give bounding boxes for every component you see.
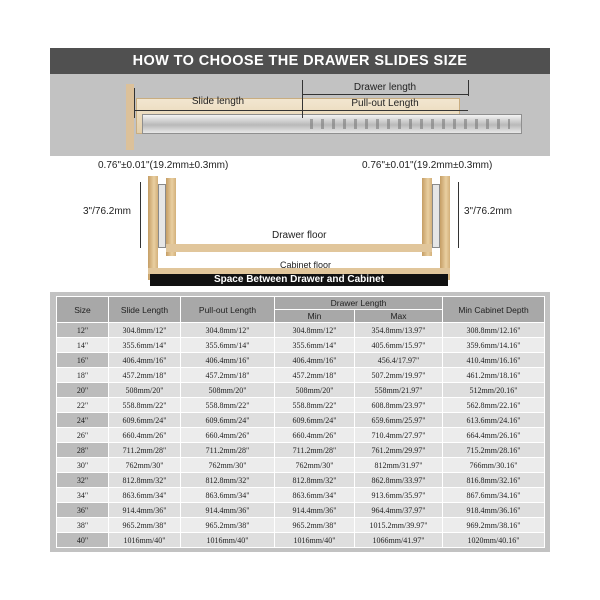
cell-slide-length: 609.6mm/24": [109, 413, 181, 428]
table-row: [57, 323, 545, 338]
cell-drawer-max: 405.6mm/15.97": [355, 338, 443, 353]
cell-slide-length: 762mm/30": [109, 458, 181, 473]
left-slide-image: [158, 184, 166, 248]
header-max: Max: [355, 310, 443, 323]
slide-length-line: [134, 110, 302, 111]
slide-illustration: [50, 74, 550, 156]
tolerance-right-label: 0.76"±0.01"(19.2mm±0.3mm): [362, 160, 493, 171]
cell-slide-length: 355.6mm/14": [109, 338, 181, 353]
header-slide-length: Slide Length: [109, 297, 181, 323]
pull-out-length-label: Pull-out Length: [351, 98, 419, 109]
cabinet-panel-image: [126, 84, 134, 150]
header-size: Size: [57, 297, 109, 323]
cell-pull-out-length: 762mm/30": [181, 458, 275, 473]
cell-pull-out-length: 457.2mm/18": [181, 368, 275, 383]
cell-drawer-min: 812.8mm/32": [275, 473, 355, 488]
cell-drawer-min: 660.4mm/26": [275, 428, 355, 443]
cell-size: 38": [57, 518, 109, 533]
table-row: [57, 518, 545, 533]
cell-min-cabinet-depth: 867.6mm/34.16": [443, 488, 545, 503]
cell-size: 34": [57, 488, 109, 503]
drawer-length-line: [302, 94, 468, 95]
tolerance-left-label: 0.76"±0.01"(19.2mm±0.3mm): [98, 160, 229, 171]
cell-slide-length: 660.4mm/26": [109, 428, 181, 443]
cell-pull-out-length: 660.4mm/26": [181, 428, 275, 443]
cell-drawer-max: 507.2mm/19.97": [355, 368, 443, 383]
table-row: [57, 443, 545, 458]
cell-slide-length: 711.2mm/28": [109, 443, 181, 458]
cell-min-cabinet-depth: 918.4mm/36.16": [443, 503, 545, 518]
cell-drawer-max: 608.8mm/23.97": [355, 398, 443, 413]
cell-slide-length: 965.2mm/38": [109, 518, 181, 533]
slide-length-label: Slide length: [191, 96, 245, 107]
cell-min-cabinet-depth: 562.8mm/22.16": [443, 398, 545, 413]
drawer-floor-panel: [166, 244, 432, 252]
right-cabinet-wall: [440, 176, 450, 280]
table-row: [57, 338, 545, 353]
cell-pull-out-length: 609.6mm/24": [181, 413, 275, 428]
table-row: [57, 488, 545, 503]
cell-size: 22": [57, 398, 109, 413]
pull-out-length-line: [302, 110, 468, 111]
cell-drawer-min: 965.2mm/38": [275, 518, 355, 533]
cell-pull-out-length: 355.6mm/14": [181, 338, 275, 353]
cell-slide-length: 812.8mm/32": [109, 473, 181, 488]
rail-holes-image: [310, 119, 510, 129]
cell-slide-length: 457.2mm/18": [109, 368, 181, 383]
cell-size: 18": [57, 368, 109, 383]
cell-min-cabinet-depth: 715.2mm/28.16": [443, 443, 545, 458]
cell-size: 32": [57, 473, 109, 488]
cell-min-cabinet-depth: 512mm/20.16": [443, 383, 545, 398]
table-row: [57, 533, 545, 548]
table-row: [57, 413, 545, 428]
cell-drawer-min: 914.4mm/36": [275, 503, 355, 518]
cell-size: 12": [57, 323, 109, 338]
cell-slide-length: 1016mm/40": [109, 533, 181, 548]
cell-drawer-min: 457.2mm/18": [275, 368, 355, 383]
cell-drawer-min: 609.6mm/24": [275, 413, 355, 428]
cell-drawer-min: 406.4mm/16": [275, 353, 355, 368]
table-row: [57, 503, 545, 518]
cell-size: 30": [57, 458, 109, 473]
cell-drawer-max: 862.8mm/33.97": [355, 473, 443, 488]
cell-slide-length: 508mm/20": [109, 383, 181, 398]
cell-min-cabinet-depth: 816.8mm/32.16": [443, 473, 545, 488]
cell-size: 16": [57, 353, 109, 368]
cell-drawer-min: 304.8mm/12": [275, 323, 355, 338]
drawer-length-label: Drawer length: [353, 82, 417, 93]
cell-slide-length: 558.8mm/22": [109, 398, 181, 413]
cell-min-cabinet-depth: 969.2mm/38.16": [443, 518, 545, 533]
cell-slide-length: 863.6mm/34": [109, 488, 181, 503]
cabinet-floor-label: Cabinet floor: [280, 260, 332, 270]
height-left-line: [140, 182, 141, 248]
cell-min-cabinet-depth: 359.6mm/14.16": [443, 338, 545, 353]
right-slide-image: [432, 184, 440, 248]
cell-drawer-min: 1016mm/40": [275, 533, 355, 548]
page-title: HOW TO CHOOSE THE DRAWER SLIDES SIZE: [50, 48, 550, 74]
table-row: [57, 353, 545, 368]
cell-pull-out-length: 812.8mm/32": [181, 473, 275, 488]
table-row: [57, 398, 545, 413]
cell-pull-out-length: 304.8mm/12": [181, 323, 275, 338]
cell-drawer-max: 964.4mm/37.97": [355, 503, 443, 518]
drawer-floor-label: Drawer floor: [272, 230, 327, 241]
cell-size: 28": [57, 443, 109, 458]
cell-drawer-max: 913.6mm/35.97": [355, 488, 443, 503]
space-between-label: Space Between Drawer and Cabinet: [150, 274, 448, 286]
cell-slide-length: 304.8mm/12": [109, 323, 181, 338]
table-row: [57, 428, 545, 443]
cell-drawer-min: 711.2mm/28": [275, 443, 355, 458]
cell-min-cabinet-depth: 308.8mm/12.16": [443, 323, 545, 338]
cell-size: 36": [57, 503, 109, 518]
cell-drawer-max: 710.4mm/27.97": [355, 428, 443, 443]
cell-size: 26": [57, 428, 109, 443]
cell-pull-out-length: 711.2mm/28": [181, 443, 275, 458]
cell-size: 20": [57, 383, 109, 398]
cell-drawer-min: 863.6mm/34": [275, 488, 355, 503]
cell-drawer-min: 762mm/30": [275, 458, 355, 473]
cell-drawer-max: 659.6mm/25.97": [355, 413, 443, 428]
header-min: Min: [275, 310, 355, 323]
table-body: [57, 323, 545, 548]
table-row: [57, 383, 545, 398]
left-cabinet-wall: [148, 176, 158, 280]
cell-drawer-max: 558mm/21.97": [355, 383, 443, 398]
drawer-length-right-tick: [468, 80, 469, 96]
cell-drawer-max: 354.8mm/13.97": [355, 323, 443, 338]
cell-slide-length: 914.4mm/36": [109, 503, 181, 518]
cell-drawer-min: 508mm/20": [275, 383, 355, 398]
cell-min-cabinet-depth: 613.6mm/24.16": [443, 413, 545, 428]
cell-drawer-min: 558.8mm/22": [275, 398, 355, 413]
cell-slide-length: 406.4mm/16": [109, 353, 181, 368]
cell-size: 24": [57, 413, 109, 428]
cell-drawer-max: 812mm/31.97": [355, 458, 443, 473]
cell-size: 40": [57, 533, 109, 548]
cell-size: 14": [57, 338, 109, 353]
header-pull-out-length: Pull-out Length: [181, 297, 275, 323]
cell-pull-out-length: 508mm/20": [181, 383, 275, 398]
cell-min-cabinet-depth: 1020mm/40.16": [443, 533, 545, 548]
cell-drawer-max: 456.4/17.97": [355, 353, 443, 368]
cell-pull-out-length: 965.2mm/38": [181, 518, 275, 533]
height-right-label: 3"/76.2mm: [464, 206, 513, 217]
drawer-diagram: [50, 156, 550, 292]
header-drawer-length: Drawer Length: [275, 297, 443, 310]
cell-drawer-max: 761.2mm/29.97": [355, 443, 443, 458]
cell-pull-out-length: 863.6mm/34": [181, 488, 275, 503]
cell-drawer-max: 1015.2mm/39.97": [355, 518, 443, 533]
cell-min-cabinet-depth: 410.4mm/16.16": [443, 353, 545, 368]
size-table: [56, 296, 545, 548]
cell-pull-out-length: 558.8mm/22": [181, 398, 275, 413]
cell-min-cabinet-depth: 664.4mm/26.16": [443, 428, 545, 443]
cell-min-cabinet-depth: 766mm/30.16": [443, 458, 545, 473]
header-min-cabinet-depth: Min Cabinet Depth: [443, 297, 545, 323]
table-row: [57, 368, 545, 383]
table-row: [57, 473, 545, 488]
table-row: [57, 458, 545, 473]
height-left-label: 3"/76.2mm: [83, 206, 132, 217]
cell-drawer-max: 1066mm/41.97": [355, 533, 443, 548]
cell-drawer-min: 355.6mm/14": [275, 338, 355, 353]
cell-min-cabinet-depth: 461.2mm/18.16": [443, 368, 545, 383]
cell-pull-out-length: 406.4mm/16": [181, 353, 275, 368]
cell-pull-out-length: 914.4mm/36": [181, 503, 275, 518]
height-right-line: [458, 182, 459, 248]
cell-pull-out-length: 1016mm/40": [181, 533, 275, 548]
